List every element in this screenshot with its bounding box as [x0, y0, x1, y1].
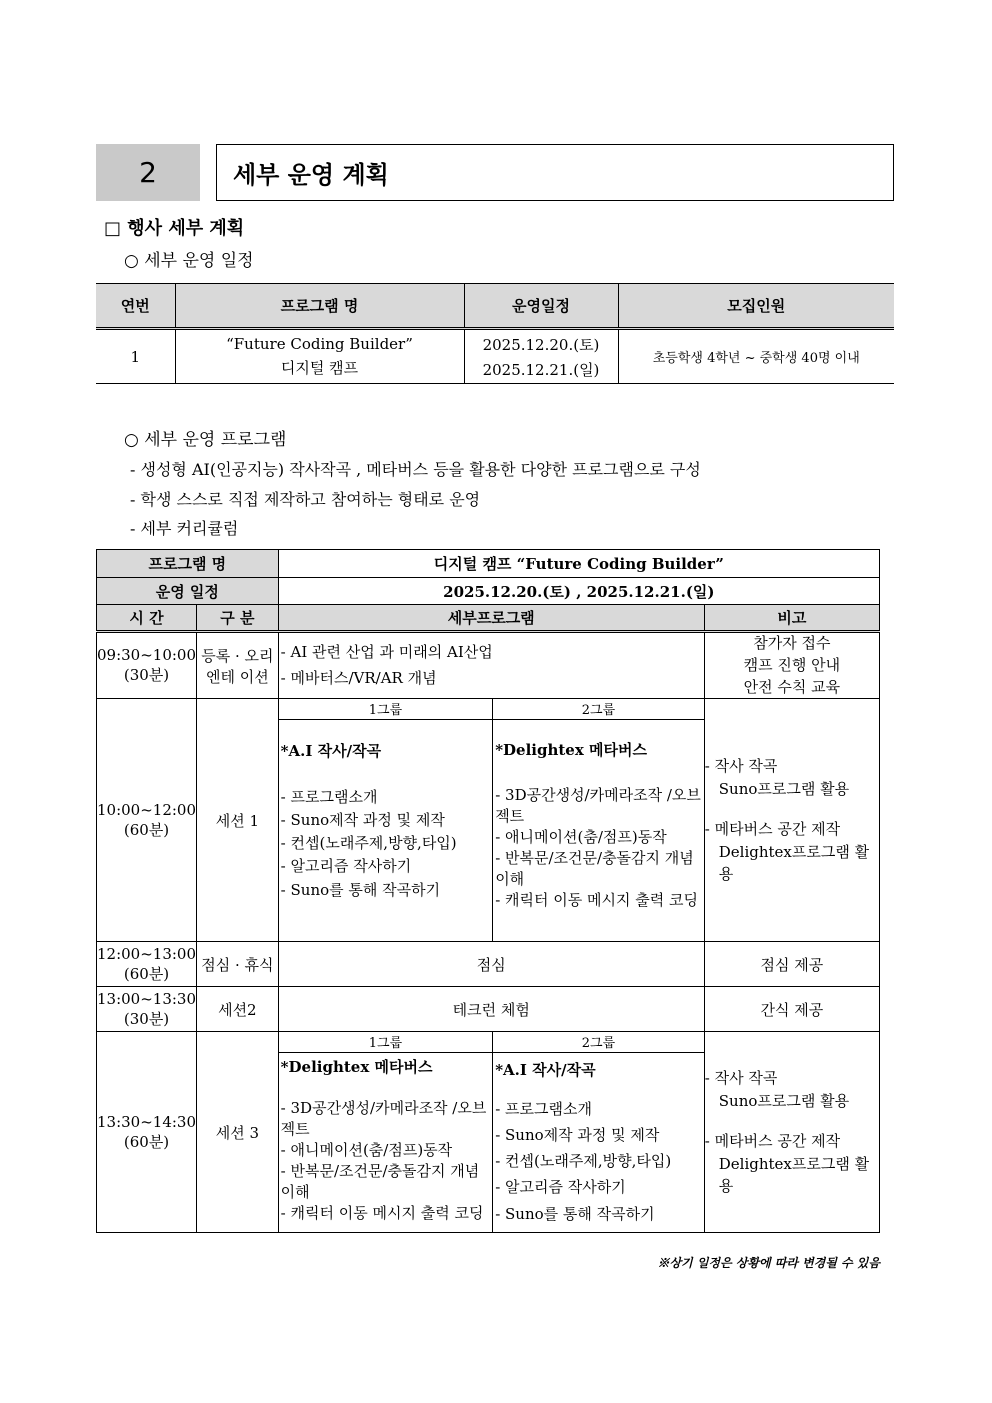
note-cell: 점심 제공: [704, 942, 879, 987]
curriculum-table: [96, 549, 880, 1233]
time-text: 12:00~13:00: [97, 944, 197, 963]
time-cell: [97, 1032, 197, 1233]
list-item: - 캐릭터 이동 메시지 출력 코딩: [280, 1204, 484, 1223]
duration-text: (60분): [123, 820, 170, 839]
group-label: 1그룹: [279, 1032, 493, 1053]
list-item: - Suno를 통해 작곡하기: [280, 880, 441, 899]
type-cell: 등록 · 오리엔테 이션: [197, 632, 279, 699]
note-cell: 간식 제공: [704, 987, 879, 1032]
duration-text: (30분): [123, 1009, 170, 1028]
time-cell: [97, 699, 197, 942]
note-line: Delightex프로그램 활용: [718, 1154, 870, 1195]
list-item: - 애니메이션(춤/점프)동작: [495, 828, 667, 847]
list-item: - Suno제작 과정 및 제작: [280, 810, 445, 829]
list-item: - 애니메이션(춤/점프)동작: [280, 1141, 453, 1160]
table-row: [97, 942, 880, 987]
note-line: - 메타버스 공간 제작: [704, 1132, 841, 1150]
row-program: [175, 329, 464, 384]
time-text: 13:00~13:30: [97, 989, 197, 1008]
note-line: - 메타버스 공간 제작: [704, 820, 841, 838]
detail-cell: 점심: [278, 942, 704, 987]
detail-line: - 메바터스/VR/AR 개념: [280, 668, 437, 687]
footnote: ※상기 일정은 상황에 따라 변경될 수 있음: [657, 1256, 880, 1270]
duration-text: (30분): [123, 666, 170, 685]
time-text: 10:00~12:00: [97, 800, 197, 819]
table-row: [97, 1032, 880, 1233]
col-header-program: 프로그램 명: [175, 284, 464, 329]
note-line: Suno프로그램 활용: [718, 779, 850, 798]
col-header-date: 운영일정: [464, 284, 618, 329]
date-value: 2025.12.20.(토) , 2025.12.21.(일): [278, 578, 879, 605]
list-item: - 프로그램소개: [280, 787, 378, 806]
list-item: - 반복문/조건문/충돌감지 개념 이해: [495, 849, 694, 889]
bullet-2: - 학생 스스로 직접 제작하고 참여하는 형태로 운영: [130, 490, 481, 509]
list-item: - 컨셉(노래주제,방향,타입): [495, 1152, 672, 1170]
col-header-detail: 세부프로그램: [278, 605, 704, 632]
program-name-value: 디지털 캠프 “Future Coding Builder”: [278, 550, 879, 578]
time-text: 13:30~14:30: [97, 1112, 197, 1131]
list-item: - 알고리즘 작사하기: [280, 857, 412, 876]
detail-line: - AI 관련 산업 과 미래의 AI산업: [280, 643, 493, 662]
group2-cell: [493, 699, 705, 942]
note-line: Delightex프로그램 활용: [718, 842, 870, 883]
section-title: 세부 운영 계획: [216, 144, 894, 201]
table-row: [97, 987, 880, 1032]
schedule-table: [96, 283, 894, 384]
program-name-label: 프로그램 명: [97, 550, 279, 578]
row-recruit: 초등학생 4학년 ~ 중학생 40명 이내: [618, 329, 894, 384]
heading-event-plan: □ 행사 세부 계획: [104, 218, 245, 239]
col-header-recruit: 모집인원: [618, 284, 894, 329]
program-line2: 디지털 캠프: [280, 359, 359, 377]
list-item: - Suno를 통해 작곡하기: [495, 1204, 655, 1223]
heading-program: ○ 세부 운영 프로그램: [124, 430, 287, 450]
list-item: - 3D공간생성/카메라조작 /오브젝트: [495, 786, 701, 826]
note-cell: [704, 699, 879, 942]
list-item: - 알고리즘 작사하기: [495, 1178, 626, 1197]
program-line1: “Future Coding Builder”: [226, 335, 413, 353]
type-cell: 세션 1: [197, 699, 279, 942]
group-title: *A.I 작사/작곡: [495, 1061, 596, 1080]
note-line: - 작사 작곡: [704, 1069, 778, 1087]
group-label: 2그룹: [493, 1032, 704, 1053]
group-title: *Delightex 메타버스: [495, 741, 647, 760]
time-cell: [97, 942, 197, 987]
note-line: Suno프로그램 활용: [718, 1091, 850, 1110]
note-cell: [704, 632, 879, 699]
list-item: - 캐릭터 이동 메시지 출력 코딩: [495, 891, 698, 910]
row-date: [464, 329, 618, 384]
note-line: 안전 수칙 교육: [743, 677, 841, 696]
detail-cell: [278, 632, 704, 699]
group1-cell: [278, 699, 493, 942]
col-header-type: 구 분: [197, 605, 279, 632]
col-header-no: 연번: [96, 284, 175, 329]
bullet-3: - 세부 커리큘럼: [130, 519, 239, 538]
list-item: - 프로그램소개: [495, 1099, 592, 1118]
list-item: - 3D공간생성/카메라조작 /오브젝트: [280, 1099, 487, 1139]
bullet-1: - 생성형 AI(인공지능) 작사작곡 , 메타버스 등을 활용한 다양한 프로그램으로 구성: [130, 460, 701, 479]
heading-schedule: ○ 세부 운영 일정: [124, 251, 254, 271]
note-line: 캠프 진행 안내: [743, 655, 841, 674]
date-line2: 2025.12.21.(일): [482, 360, 600, 379]
type-cell: 세션2: [197, 987, 279, 1032]
type-cell: 점심 · 휴식: [197, 942, 279, 987]
list-item: - 컨셉(노래주제,방향,타입): [280, 834, 457, 852]
col-header-note: 비고: [704, 605, 879, 632]
date-label: 운영 일정: [97, 578, 279, 605]
note-line: - 작사 작곡: [704, 757, 778, 775]
list-item: - 반복문/조건문/충돌감지 개념 이해: [280, 1162, 480, 1202]
group-title: *Delightex 메타버스: [280, 1058, 433, 1077]
time-text: 09:30~10:00: [97, 646, 197, 665]
date-line1: 2025.12.20.(토): [482, 335, 600, 354]
time-cell: [97, 632, 197, 699]
detail-cell: 테크런 체험: [278, 987, 704, 1032]
note-cell: [704, 1032, 879, 1233]
group-label: 2그룹: [493, 699, 704, 720]
group1-cell: [278, 1032, 493, 1233]
type-cell: 세션 3: [197, 1032, 279, 1233]
time-cell: [97, 987, 197, 1032]
group-title: *A.I 작사/작곡: [280, 742, 382, 761]
section-number: 2: [96, 144, 200, 201]
group-label: 1그룹: [279, 699, 493, 720]
group2-cell: [493, 1032, 705, 1233]
row-no: 1: [96, 329, 175, 384]
duration-text: (60분): [123, 964, 170, 983]
col-header-time: 시 간: [97, 605, 197, 632]
table-row: [97, 632, 880, 699]
list-item: - Suno제작 과정 및 제작: [495, 1125, 660, 1144]
duration-text: (60분): [123, 1132, 170, 1151]
table-row: [97, 699, 880, 942]
note-line: 참가자 접수: [753, 634, 831, 652]
